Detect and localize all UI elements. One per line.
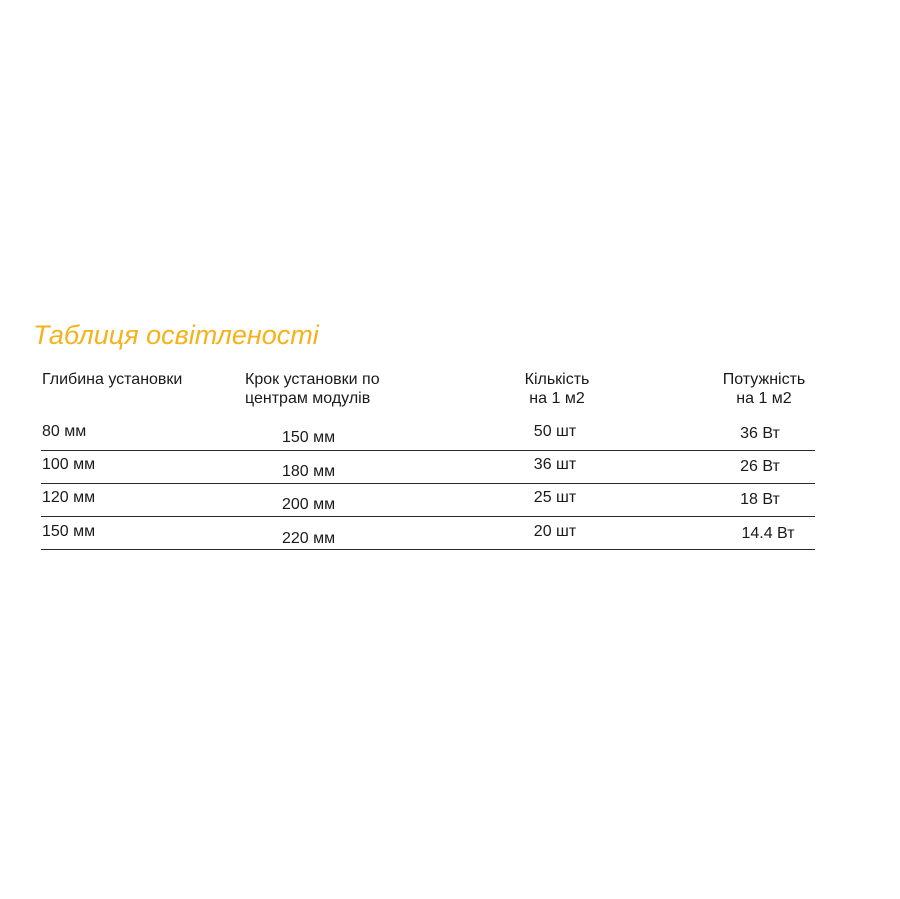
cell-power: 14.4 Вт bbox=[741, 525, 795, 542]
header-step-line-1: Крок установки по bbox=[245, 371, 380, 388]
cell-step: 220 мм bbox=[282, 530, 336, 547]
cell-step: 150 мм bbox=[282, 429, 336, 446]
cell-quantity: 25 шт bbox=[533, 489, 577, 506]
row-divider bbox=[41, 483, 815, 484]
header-power-line-2: на 1 м2 bbox=[736, 390, 792, 407]
cell-step: 200 мм bbox=[282, 496, 336, 513]
cell-quantity: 36 шт bbox=[533, 456, 577, 473]
header-quantity-line-2: на 1 м2 bbox=[529, 390, 585, 407]
cell-step: 180 мм bbox=[282, 463, 336, 480]
header-quantity-line-1: Кількість bbox=[524, 371, 590, 388]
cell-quantity: 50 шт bbox=[533, 423, 577, 440]
header-power-line-1: Потужність bbox=[722, 371, 806, 388]
cell-depth: 80 мм bbox=[42, 423, 87, 440]
cell-power: 26 Вт bbox=[740, 458, 780, 475]
header-depth bbox=[42, 370, 182, 389]
cell-depth: 120 мм bbox=[42, 489, 96, 506]
cell-power: 36 Вт bbox=[740, 425, 780, 442]
cell-depth: 100 мм bbox=[42, 456, 96, 473]
header-step-line-2: центрам модулів bbox=[245, 390, 371, 407]
cell-power: 18 Вт bbox=[740, 491, 780, 508]
header-step bbox=[245, 370, 380, 408]
table-title: Таблиця освітленості bbox=[33, 320, 319, 350]
cell-depth: 150 мм bbox=[42, 523, 96, 540]
header-quantity bbox=[525, 370, 590, 408]
row-divider bbox=[41, 549, 815, 550]
header-power bbox=[723, 370, 806, 408]
row-divider bbox=[41, 516, 815, 517]
cell-quantity: 20 шт bbox=[533, 523, 577, 540]
row-divider bbox=[41, 450, 815, 451]
header-depth-line-1: Глибина установки bbox=[42, 371, 183, 388]
